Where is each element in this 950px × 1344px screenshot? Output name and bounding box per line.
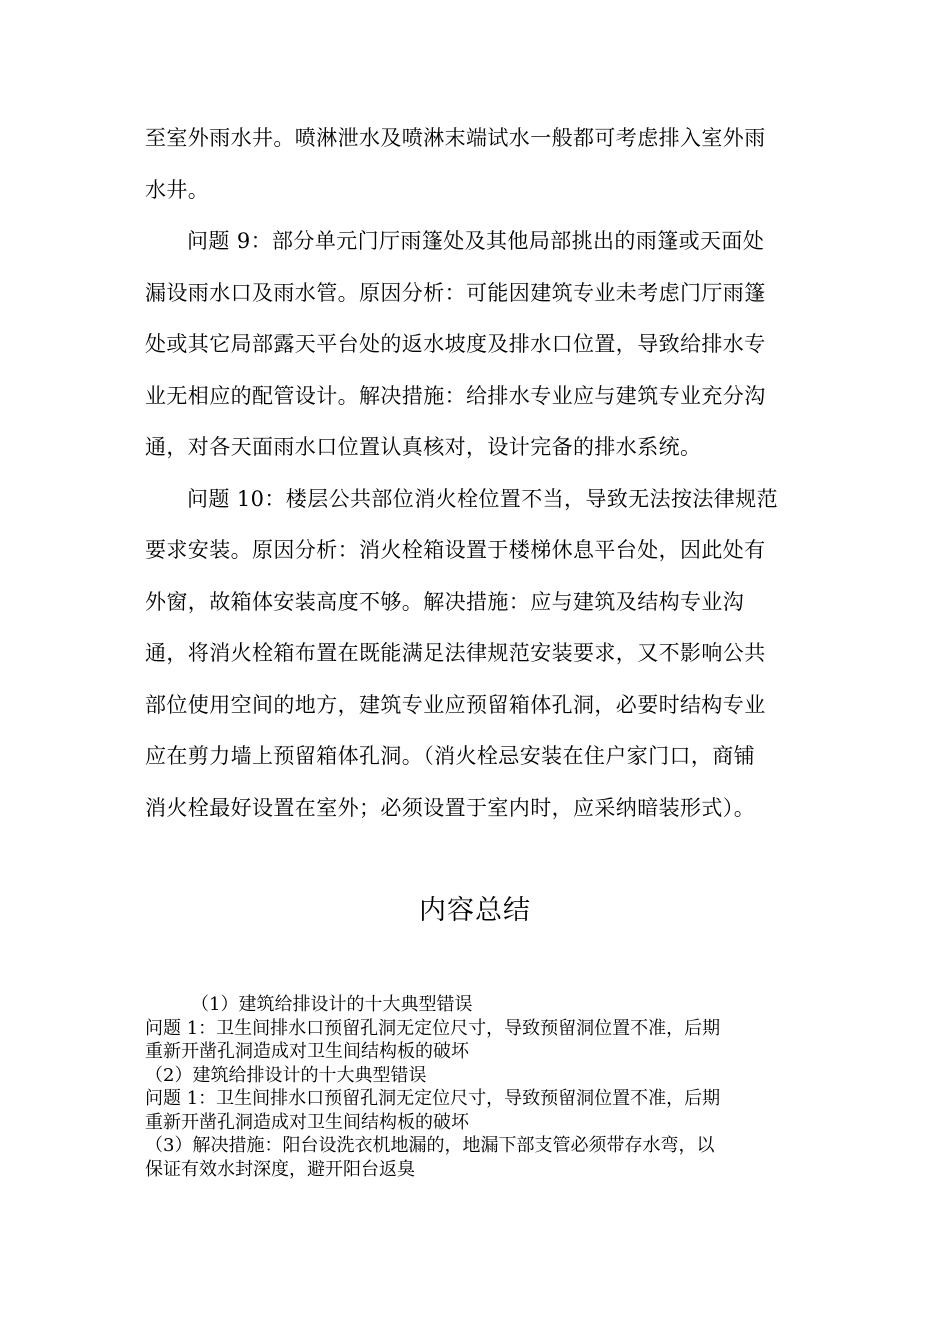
body-line: 至室外雨水井。喷淋泄水及喷淋末端试水一般都可考虑排入室外雨 (145, 126, 766, 150)
summary-item-2-heading: （2）建筑给排设计的十大典型错误 (145, 1064, 427, 1086)
body-text (145, 113, 805, 834)
body-line: 部位使用空间的地方，建筑专业应预留箱体孔洞，必要时结构专业 (145, 692, 766, 717)
body-line: 应在剪力墙上预留箱体孔洞。（消火栓忌安装在住户家门口，商铺 (145, 744, 756, 768)
summary-title: 内容总结 (419, 895, 531, 926)
paragraph-issue-9-start: 问题 9：部分单元门厅雨篷处及其他局部挑出的雨篷或天面处 (187, 229, 765, 253)
summary-line: 重新开凿孔洞造成对卫生间结构板的破坏 (145, 1111, 469, 1133)
body-line: 通，将消火栓箱布置在既能满足法律规范安装要求，又不影响公共 (145, 641, 766, 665)
paragraph-issue-10-start: 问题 10：楼层公共部位消火栓位置不当，导致无法按法律规范 (187, 486, 778, 511)
summary-line: 重新开凿孔洞造成对卫生间结构板的破坏 (145, 1041, 469, 1062)
body-line: 消火栓最好设置在室外；必须设置于室内时，应采纳暗装形式）。 (145, 795, 756, 820)
body-line: 水井。 (145, 177, 210, 202)
body-line: 要求安装。原因分析：消火栓箱设置于楼梯休息平台处，因此处有 (145, 538, 766, 562)
body-line: 业无相应的配管设计。解决措施：给排水专业应与建筑专业充分沟 (145, 383, 766, 408)
summary-item-3-heading: （3）解决措施：阳台设洗衣机地漏的，地漏下部支管必须带存水弯，以 (145, 1135, 715, 1156)
summary-item-1-heading: （1）建筑给排设计的十大典型错误 (191, 994, 473, 1015)
body-line: 处或其它局部露天平台处的返水坡度及排水口位置，导致给排水专 (145, 332, 766, 356)
summary-line: 保证有效水封深度，避开阳台返臭 (145, 1158, 415, 1180)
summary-list (145, 993, 810, 1181)
body-line: 外窗，故箱体安装高度不够。解决措施：应与建筑及结构专业沟 (145, 589, 745, 614)
summary-line: 问题 1：卫生间排水口预留孔洞无定位尺寸，导致预留洞位置不准，后期 (145, 1088, 721, 1109)
summary-line: 问题 1：卫生间排水口预留孔洞无定位尺寸，导致预留洞位置不准，后期 (145, 1017, 721, 1039)
body-line: 漏设雨水口及雨水管。原因分析：可能因建筑专业未考虑门厅雨篷 (145, 280, 766, 305)
body-line: 通，对各天面雨水口位置认真核对，设计完备的排水系统。 (145, 435, 702, 459)
